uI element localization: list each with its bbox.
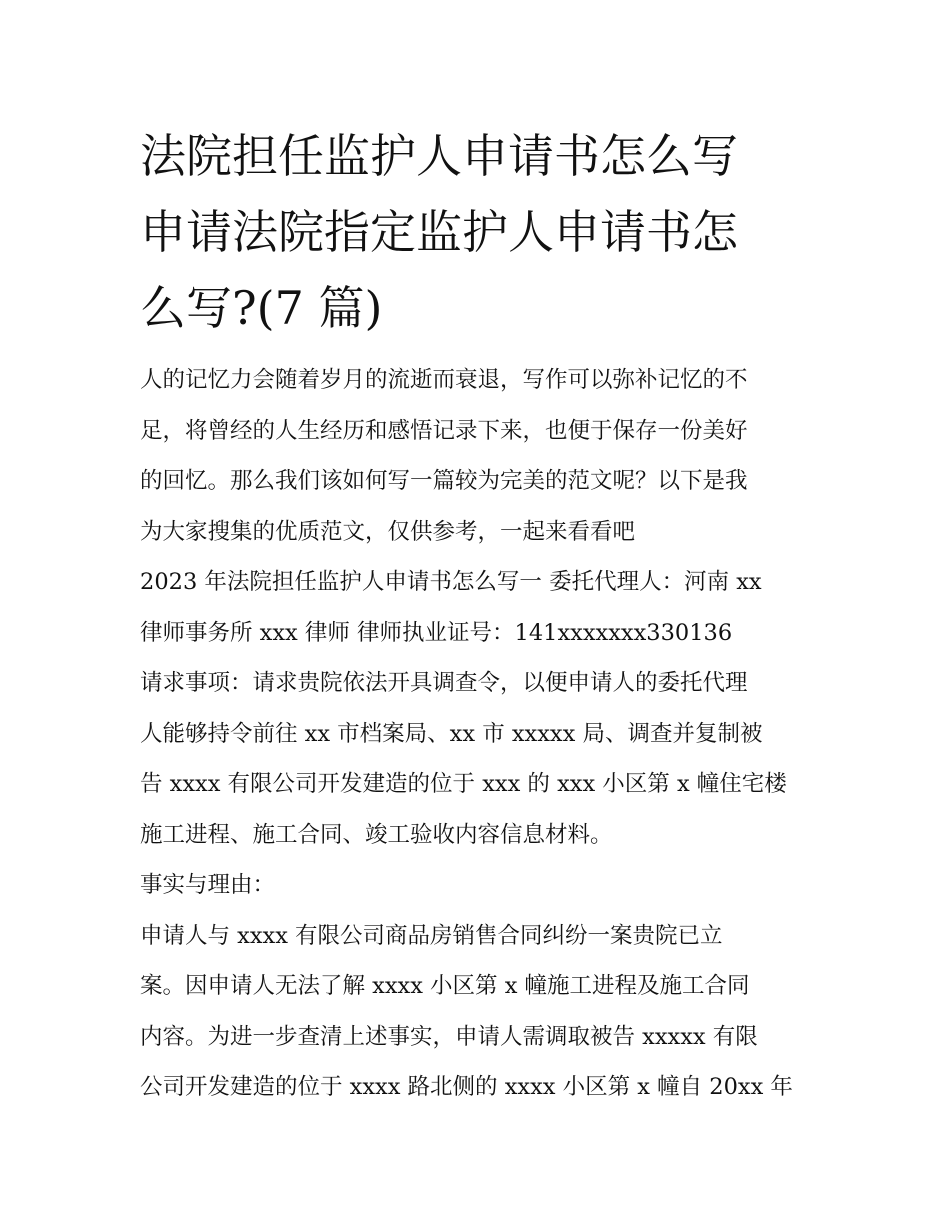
text-line: 案。因申请人无法了解 xxxx 小区第 x 幢施工进程及施工合同 xyxy=(140,973,750,999)
agent-paragraph xyxy=(140,557,820,658)
text-line: 告 xxxx 有限公司开发建造的位于 xxx 的 xxx 小区第 x 幢住宅楼 xyxy=(140,771,787,797)
title-line: 申请法院指定监护人申请书怎 xyxy=(140,205,738,259)
text-line: 申请人与 xxxx 有限公司商品房销售合同纠纷一案贵院已立 xyxy=(140,922,723,949)
text-line: 内容。为进一步查清上述事实，申请人需调取被告 xxxxx 有限 xyxy=(140,1023,758,1050)
text-line: 律师事务所 xxx 律师 律师执业证号：141xxxxxxx330136 xyxy=(140,619,733,646)
text-line: 人的记忆力会随着岁月的流逝而衰退，写作可以弥补记忆的不 xyxy=(140,367,748,393)
facts-paragraph xyxy=(140,911,820,1113)
text-line: 事实与理由： xyxy=(140,872,276,898)
document-body xyxy=(140,355,820,1113)
text-line: 人能够持令前往 xx 市档案局、xx 市 xxxxx 局、调查并复制被 xyxy=(140,720,763,747)
title-line: 么写?(7 篇) xyxy=(140,281,383,335)
document-page xyxy=(140,118,820,1113)
text-line: 的回忆。那么我们该如何写一篇较为完美的范文呢？以下是我 xyxy=(140,468,748,494)
text-line: 公司开发建造的位于 xxxx 路北侧的 xxxx 小区第 x 幢自 20xx 年 xyxy=(140,1074,793,1100)
text-line: 请求事项：请求贵院依法开具调查令，以便申请人的委托代理 xyxy=(140,670,748,696)
text-line: 施工进程、施工合同、竣工验收内容信息材料。 xyxy=(140,821,613,848)
facts-heading xyxy=(140,860,820,911)
request-paragraph xyxy=(140,658,820,860)
title-line: 法院担任监护人申请书怎么写 xyxy=(140,129,738,183)
text-line: 2023 年法院担任监护人申请书怎么写一 委托代理人：河南 xx xyxy=(140,569,762,595)
intro-paragraph xyxy=(140,355,820,557)
text-line: 足，将曾经的人生经历和感悟记录下来，也便于保存一份美好 xyxy=(140,417,748,444)
text-line: 为大家搜集的优质范文，仅供参考，一起来看看吧 xyxy=(140,518,636,545)
document-title xyxy=(140,118,820,346)
